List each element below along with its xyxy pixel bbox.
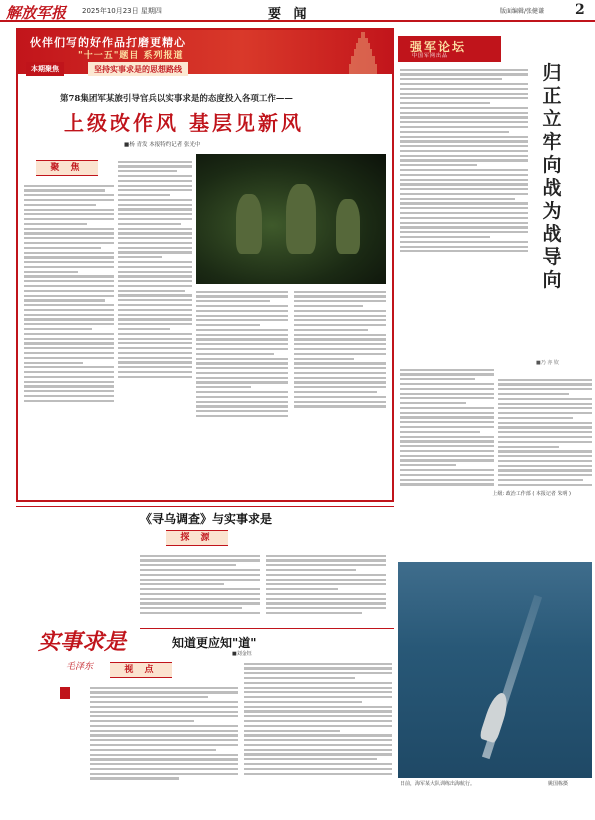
article2-headline: 《寻乌调查》与实事求是 — [140, 512, 273, 526]
soldier-figure — [286, 184, 316, 254]
soldier-figure — [236, 194, 262, 254]
text-column-2 — [118, 158, 192, 492]
article-byline: ■杨 青发 本报特约记者 张光中 — [124, 142, 201, 148]
column-tag: 本期聚焦 — [26, 62, 64, 76]
opinion-text-col-b — [498, 376, 592, 558]
divider — [140, 628, 394, 629]
article-kicker: 第78集团军某旅引导官兵以实事求是的态度投入各项工作—— — [60, 94, 293, 104]
section-label-view: 视 点 — [110, 662, 172, 678]
page-editor: 版面编辑/张健谦 — [500, 8, 545, 15]
divider — [16, 506, 394, 507]
masthead-logo: 解放军报 — [6, 4, 67, 22]
ship-icon — [479, 690, 512, 743]
night-training-photo — [196, 154, 386, 284]
section-title: 要 闻 — [268, 7, 311, 22]
forum-subtitle: 中国军网出品 — [412, 53, 449, 59]
soldier-figure — [336, 199, 360, 254]
banner-title: 伙伴们写的好作品打磨更精心 — [30, 36, 186, 49]
issue-date: 2025年10月23日 星期四 — [82, 7, 162, 15]
banner-subtitle: "十一五"题目 系列报道 — [78, 51, 184, 61]
text-column-1 — [24, 182, 114, 492]
navy-ship-photo — [398, 562, 592, 778]
text-column-7 — [90, 684, 238, 794]
text-column-6 — [266, 552, 386, 624]
calligraphy-signature: 毛泽东 — [66, 662, 94, 672]
forum-banner — [398, 36, 501, 62]
page-number: 2 — [575, 2, 585, 18]
column-topic: 坚持实事求是的思想路线 — [88, 62, 188, 76]
article-headline: 上级改作风 基层见新风 — [64, 111, 304, 135]
opinion-text-col-a — [400, 366, 494, 558]
seal-stamp — [60, 687, 70, 699]
section-label-focus: 聚 焦 — [36, 160, 98, 176]
photo-caption: 日前，海军某大队训练出海航行。 — [400, 781, 476, 787]
calligraphy-text: 实事求是 — [38, 629, 127, 655]
text-column-8 — [244, 660, 392, 794]
article3-headline: 知道更应知"道" — [172, 636, 257, 650]
opinion-text-top — [400, 66, 528, 360]
forum-title: 强军论坛 — [410, 40, 467, 54]
text-column-3 — [196, 288, 288, 492]
opinion-author: ■乃 亦 钦 — [536, 360, 559, 366]
section-label-origin: 探 源 — [166, 530, 228, 546]
photo-credit: 姚国栋摄 — [548, 781, 569, 787]
text-column-4 — [294, 288, 386, 484]
column-row — [18, 62, 392, 78]
page-header — [0, 0, 595, 22]
article3-byline: ■刘金钰 — [232, 651, 252, 657]
text-column-5 — [140, 552, 260, 624]
article-source: 上级: 政治工作部 ( 本报记者 朱明 ) — [492, 491, 571, 497]
opinion-vertical-title: 归正立牢向战为战导向 — [542, 62, 562, 291]
